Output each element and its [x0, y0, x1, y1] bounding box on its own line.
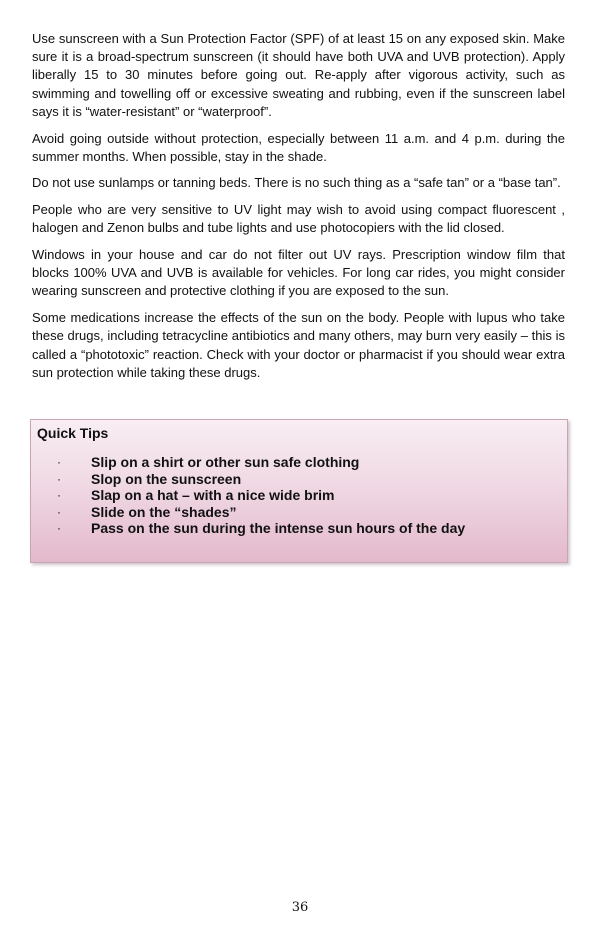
tip-text: Slip on a shirt or other sun safe clothing	[91, 454, 360, 471]
paragraph-uv-light-sources: People who are very sensitive to UV light may wish to avoid using compact fluorescent , halogen and Zenon bulbs and tube lights and use photocopiers with the lid closed.	[32, 202, 565, 236]
paragraph-sunscreen: Use sunscreen with a Sun Protection Factor (SPF) of at least 15 on any exposed skin. Make sure it is a broad-spectrum sunscreen (it should have both UVA and UVB protection). Apply liberally 15 to 30 minutes before going out. Re-apply after vigorous activity, such as swimming and towelling off or excessive sweating and rubbing, even if the sunscreen label says it is “water-resistant” or “waterproof”.	[32, 31, 565, 119]
tip-text: Slide on the “shades”	[91, 503, 237, 520]
paragraph-windows: Windows in your house and car do not filter out UV rays. Prescription window film that blocks 100% UVA and UVB is available for vehicles. For long car rides, you might consider wearing sunscreen and protective clothing if you are exposed to the sun.	[32, 247, 565, 299]
bullet-icon: ·	[57, 504, 61, 519]
bullet-icon: ·	[57, 455, 61, 470]
tip-text: Slap on a hat – with a nice wide brim	[91, 487, 335, 504]
bullet-icon: ·	[57, 471, 61, 486]
list-item	[57, 520, 465, 537]
quick-tips-list	[57, 454, 465, 537]
paragraph-medications: Some medications increase the effects of the sun on the body. People with lupus who take these drugs, including tetracycline antibiotics and many others, may burn very easily – this is called a “phototoxic” reaction. Check with your doctor or pharmacist if you should wear extra sun protection while taking these drugs.	[32, 310, 565, 380]
bullet-icon: ·	[57, 488, 61, 503]
paragraph-tanning-beds: Do not use sunlamps or tanning beds. There is no such thing as a “safe tan” or a “base tan”.	[32, 175, 561, 191]
bullet-icon: ·	[57, 521, 61, 536]
tip-text: Slop on the sunscreen	[91, 470, 242, 487]
list-item	[57, 487, 465, 504]
tip-text: Pass on the sun during the intense sun hours of the day	[91, 520, 466, 537]
quick-tips-box	[30, 419, 568, 563]
body-text	[32, 30, 565, 390]
list-item	[57, 471, 465, 488]
quick-tips-title: Quick Tips	[37, 425, 109, 441]
list-item	[57, 454, 465, 471]
paragraph-avoid-midday: Avoid going outside without protection, especially between 11 a.m. and 4 p.m. during the summer months. When possible, stay in the shade.	[32, 130, 565, 164]
page-number: 36	[291, 900, 309, 915]
list-item	[57, 504, 465, 521]
